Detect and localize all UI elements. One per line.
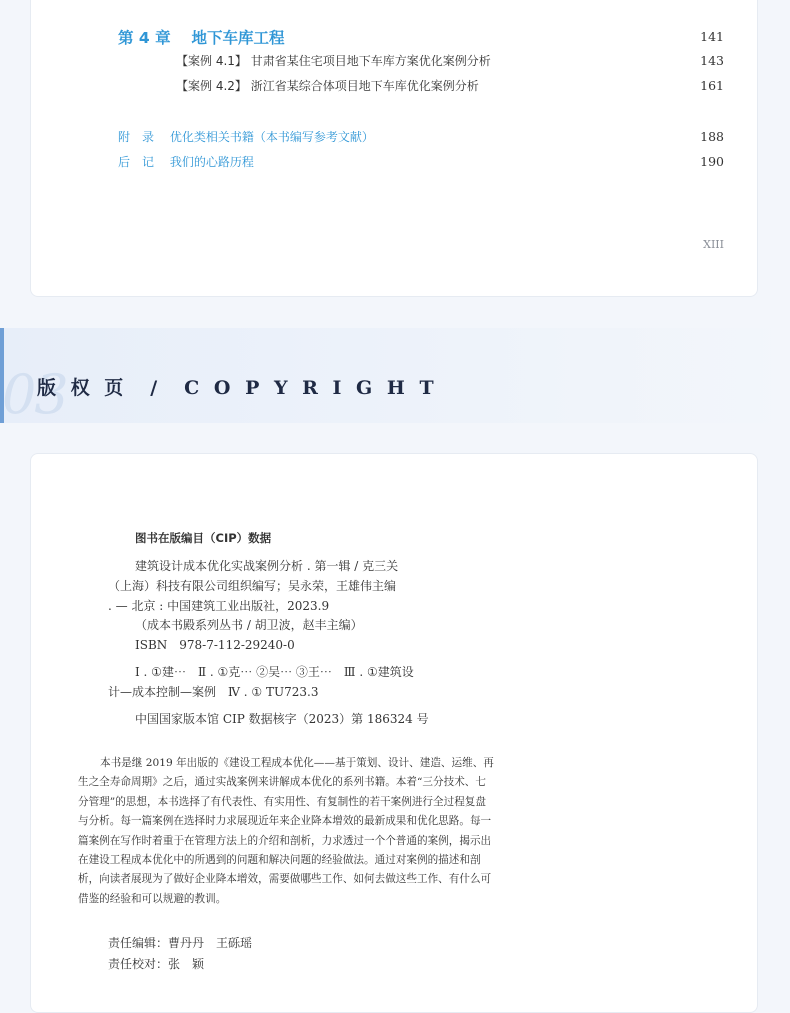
page-folio: XIII (703, 238, 724, 251)
chapter-title: 地下车库工程 (191, 29, 285, 47)
desc-line: 分管理”的思想，本书选择了有代表性、有实用性、有复制性的若干案例进行全过程复盘 (78, 795, 486, 808)
banner-title: 版 权 页 / C O P Y R I G H T (37, 377, 438, 399)
case-2-page: 161 (700, 78, 724, 93)
banner-number: 03 (2, 363, 67, 426)
desc-line: 本书是继 2019 年出版的《建设工程成本优化——基于策划、设计、建造、运维、再 (100, 757, 494, 769)
credit-proofreader (108, 954, 204, 974)
appendix-page: 188 (700, 129, 724, 144)
desc-line: 析，向读者展现为了做好企业降本增效，需要做哪些工作、如何去做这些工作、有什么可 (78, 873, 492, 886)
desc-line: 篇案例在写作时着重于在管理方法上的介绍和剖析，力求透过一个个普通的案例，揭示出 (78, 834, 492, 847)
toc-afterword[interactable] (118, 153, 254, 170)
appendix-title: 优化类相关书籍（本书编写参考文献） (169, 130, 374, 144)
book-description (78, 754, 518, 909)
toc-appendix[interactable] (118, 128, 374, 145)
case-title: 浙江省某综合体项目地下车库优化案例分析 (250, 79, 479, 93)
cip-library-number: 中国国家版本馆 CIP 数据核字（2023）第 186324 号 (135, 712, 429, 726)
appendix-label: 附 录 (118, 130, 155, 144)
case-1-page: 143 (700, 53, 724, 68)
chapter-number: 第 4 章 (118, 29, 171, 47)
credit-value: 曹丹丹 王砾瑶 (168, 936, 253, 950)
toc-case-2[interactable] (176, 77, 479, 94)
credit-label: 责任编辑： (108, 936, 169, 950)
cip-class: 计—成本控制—案例 Ⅳ . ① TU723.3 (108, 685, 319, 699)
case-label: 【案例 4.2】 (176, 79, 247, 93)
chapter-page: 141 (700, 29, 724, 44)
desc-line: 生之全寿命周期》之后，通过实战案例来讲解成本优化的系列书籍。本着“三分技术、七 (78, 776, 486, 789)
afterword-page: 190 (700, 154, 724, 169)
toc-chapter[interactable] (118, 26, 285, 48)
cip-class: Ⅰ . ①建⋯ Ⅱ . ①克⋯ ②吴⋯ ③王⋯ Ⅲ . ①建筑设 (135, 665, 414, 679)
desc-line: 在建设工程成本优化中的所遇到的问题和解决问题的经验做法。通过对案例的描述和剖 (78, 854, 481, 867)
case-title: 甘肃省某住宅项目地下车库方案优化案例分析 (250, 54, 491, 68)
case-label: 【案例 4.1】 (176, 54, 247, 68)
toc-case-1[interactable] (176, 52, 491, 69)
desc-line: 与分析。每一篇案例在选择时力求展现近年来企业降本增效的最新成果和优化思路。每一 (78, 815, 492, 828)
desc-line: 借鉴的经验和可以规避的教训。 (78, 892, 227, 905)
afterword-title: 我们的心路历程 (169, 155, 254, 169)
cip-line: . — 北京 : 中国建筑工业出版社，2023.9 (108, 599, 330, 613)
cip-line: 建筑设计成本优化实战案例分析 . 第一辑 / 克三关 (135, 559, 399, 573)
afterword-label: 后 记 (118, 155, 155, 169)
credit-label: 责任校对： (108, 957, 169, 971)
cip-line: （成本书殿系列丛书 / 胡卫波，赵丰主编） (135, 618, 363, 632)
cip-line: （上海）科技有限公司组织编写；吴永荣，王雄伟主编 (108, 579, 397, 593)
cip-heading: 图书在版编目（CIP）数据 (135, 531, 272, 545)
cip-isbn: ISBN 978-7-112-29240-0 (135, 638, 295, 652)
credit-editor (108, 933, 252, 953)
credit-value: 张 颖 (168, 957, 205, 971)
